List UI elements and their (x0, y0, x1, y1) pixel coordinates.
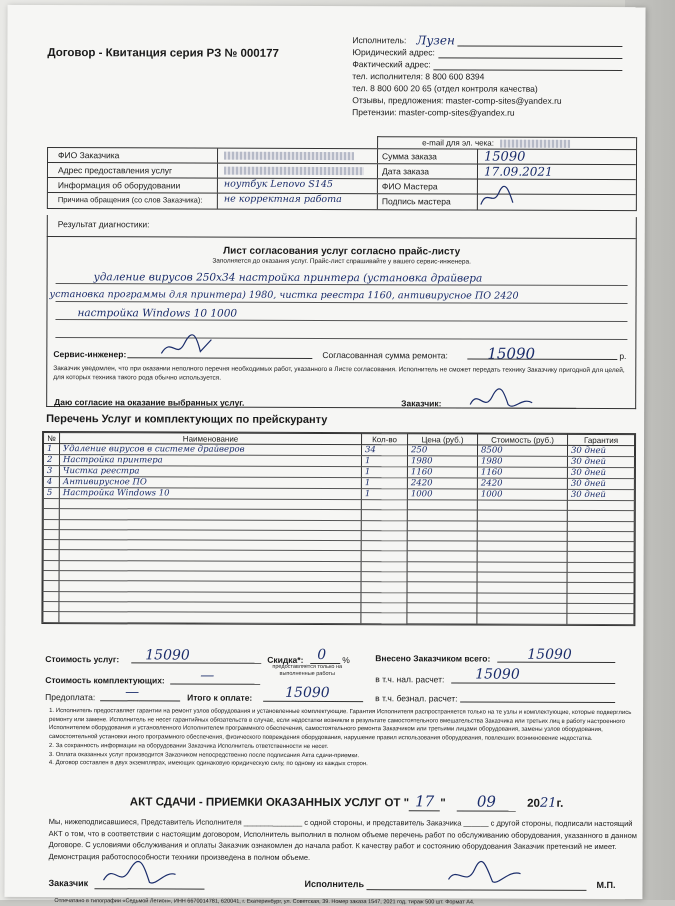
services-cost-value: 15090 (145, 647, 190, 664)
row-qty: 34 (361, 445, 407, 456)
row-name: Чистка реестра (59, 466, 361, 478)
email-row: e-mail для эл. чека: (377, 136, 637, 149)
consent-customer-label: Заказчик: (401, 398, 442, 409)
act-day: 17 (409, 792, 440, 811)
act-customer-label: Заказчик (48, 878, 89, 889)
legal-address-label: Юридический адрес: (352, 47, 435, 58)
customer-block (47, 135, 637, 207)
row-price: 1000 (407, 489, 477, 500)
act-executor-label: Исполнитель (304, 878, 365, 890)
order-sum: 15090 (484, 149, 526, 165)
col-price: Цена (руб.) (408, 434, 478, 445)
contract-sheet (4, 5, 645, 906)
reason-row: Причина обращения (со слов Заказчика): не корректная работа Подпись мастера (48, 193, 636, 210)
row-cost: 1980 (477, 456, 567, 467)
col-warranty: Гарантия (568, 434, 635, 445)
row-cost: 2420 (477, 478, 567, 489)
discount-note: предоставляется только на выполненные работы (272, 663, 343, 678)
deposited-value: 15090 (527, 646, 572, 663)
customer-address-row: Адрес предоставления услуг Дата заказа 17.09.2021 (48, 163, 636, 180)
to-pay-value: 15090 (285, 684, 330, 702)
discount-unit: % (342, 655, 350, 666)
row-price: 2420 (407, 478, 477, 489)
deposited-label: Внесено Заказчиком всего: (375, 653, 491, 664)
col-cost: Стоимость (руб.) (478, 434, 568, 445)
act-title: АКТ СДАЧИ - ПРИЕМКИ ОКАЗАННЫХ УСЛУГ ОТ " 17 " 09 2021г. (129, 792, 564, 811)
cash-label: в т.ч. нал. расчет: (375, 674, 445, 685)
services-table (41, 431, 636, 626)
consent-text: Даю согласие на оказание выбранных услуг. (54, 397, 245, 408)
redacted-email (500, 139, 570, 147)
agreement-line-3: настройка Windows 10 1000 (77, 307, 238, 320)
customer-grid (47, 147, 637, 211)
agreement-subtitle: Заполняется до оказания услуг. Прайс-лист спрашивайте у вашего сервис-инженера. (212, 257, 471, 266)
service-engineer-label: Сервис-инженер: (53, 349, 127, 360)
master-signature (477, 185, 517, 213)
actual-address-label: Фактический адрес: (352, 59, 431, 70)
row-qty: 1 (361, 478, 407, 489)
claims-email: Претензии: master-comp-sites@yandex.ru (352, 107, 515, 118)
term-1: 1. Исполнитель предоставляет гарантии на ремонт узлов оборудования и установленные комплектующие. Гарантия Исполнителя распространяется только на те узлы и комплектующие, которые подверглись ремонту или замене. Исполнитель не несет гарантийных обязательств в случае, если недостатки возникли в результате самостоятельного вмешательства Заказчика или третьих лиц в работу настроенного Исполнителем оборудования и установленного Исполнителем программного обеспечения, самостоятельного ремонта Заказчиком или третьими лицами оборудования, замены узлов оборудования, самостоятельной установки иного программного обеспечения, физического повреждения оборудования, нарушение правил использования оборудования, повлекших возникновение недостатка. (48, 708, 632, 743)
agreed-sum-label: Согласованная сумма ремонта: (322, 349, 448, 361)
currency-label: р. (619, 351, 627, 362)
row-qty: 1 (361, 467, 407, 478)
row-cost: 1160 (477, 467, 567, 478)
consent-signature (466, 386, 536, 414)
row-warranty: 30 дней (567, 489, 634, 500)
redacted-address (224, 167, 364, 175)
order-date: 17.09.2021 (483, 164, 553, 179)
row-number: 4 (43, 477, 59, 488)
row-warranty: 30 дней (567, 456, 634, 467)
executor-phone: тел. исполнителя: 8 800 600 8394 (352, 71, 485, 82)
row-qty: 1 (361, 489, 407, 500)
terms-block (49, 707, 639, 770)
agreement-notice: Заказчик уведомлен, что при оказании неполного перечня необходимых работ, указанного в Листе согласования. Исполнитель не сможет передать технику Заказчику пригодной для целей, для которых техника такого рода обычно используется. (53, 365, 625, 382)
to-pay-label: Итого к оплате: (187, 692, 253, 703)
term-2: 2. За сохранность информации на оборудовании Заказчика Исполнитель ответственности не несет. (48, 742, 329, 750)
agreement-title: Лист согласования услуг согласно прайс-листу (223, 245, 461, 258)
equipment-value: ноутбук Lenovo S145 (218, 179, 378, 194)
row-qty: 1 (361, 456, 407, 467)
term-3: 3. Оплата оказанных услуг производится Заказчиком непосредственно после подписания Акта сдачи-приемки. (48, 751, 360, 759)
feedback-email: Отзывы, предложения: master-comp-sites@yandex.ru (352, 95, 562, 106)
parts-cost-label: Стоимость комплектующих: (45, 675, 165, 686)
col-number: № (44, 433, 60, 444)
parts-cost-value: — (200, 667, 215, 684)
engineer-signature (156, 331, 216, 361)
row-warranty: 30 дней (567, 478, 634, 489)
customer-act-signature (99, 860, 179, 890)
row-cost: 1000 (477, 489, 567, 500)
row-warranty: 30 дней (567, 445, 634, 456)
row-price: 1160 (407, 467, 477, 478)
row-number: 5 (43, 488, 59, 499)
row-name: Удаление вирусов в системе драйверов (59, 444, 361, 456)
act-stamp-label: М.П. (596, 879, 616, 891)
act-month: 09 (457, 792, 516, 811)
term-4: 4. Договор составлен в двух экземплярах, имеющих одинаковую юридическую силу, по одному из каждых сторон. (48, 760, 368, 768)
row-warranty: 30 дней (567, 467, 634, 478)
executor-info (352, 34, 622, 119)
document-title: Договор - Квитанция серия РЗ № 000177 (47, 47, 279, 60)
services-cost-label: Стоимость услуг: (45, 654, 120, 665)
agreement-line-1: удаление вирусов 250х34 настройка принтера (установка драйвера (93, 271, 483, 285)
row-number: 3 (43, 466, 59, 477)
print-info: Отпечатано в типографии «Седьмой Легион», ИНН 6670014781, 620041, г. Екатеринбург, ул. Советская, 39. Номер заказа 1547, 2021 год, тираж 500 шт. Формат А4. (54, 898, 475, 906)
row-price: 1980 (407, 456, 477, 467)
diagnostics-row: Результат диагностики: (47, 215, 637, 239)
row-name: Настройка Windows 10 (59, 488, 361, 500)
customer-name-row: ФИО Заказчика Сумма заказа 15090 (48, 148, 636, 165)
agreement-section (46, 237, 637, 409)
discount-label: Скидка*: (267, 654, 304, 665)
cashless-label: в т.ч. безнал. расчет: (375, 693, 458, 704)
row-number: 1 (43, 444, 59, 455)
col-qty: Кол-во (362, 434, 408, 445)
equipment-row: Информация об оборудовании ноутбук Lenovo S145 ФИО Мастера (48, 178, 636, 195)
row-number: 2 (43, 455, 59, 466)
empty-table-row (43, 612, 634, 624)
row-name: Антивирусное ПО (59, 477, 361, 489)
services-list-title: Перечень Услуг и комплектующих по прейскуранту (46, 413, 328, 427)
col-name: Наименование (60, 433, 362, 445)
row-price: 250 (407, 445, 477, 456)
quality-phone: тел. 8 800 600 20 65 (отдел контроля качества) (352, 83, 538, 94)
executor-act-signature (444, 861, 524, 891)
executor-signature: Лузен (416, 33, 455, 48)
agreement-line-2: установка программы для принтера) 1980, чистка реестра 1160, антивирусное ПО 2420 (49, 289, 519, 302)
reason-value: не корректная работа (218, 194, 378, 210)
agreed-sum-value: 15090 (487, 344, 536, 363)
act-year: 21 (539, 795, 557, 811)
row-cost: 8500 (477, 445, 567, 456)
prepay-value: — (125, 684, 140, 701)
act-text: Мы, нижеподписавшиеся, Представитель Исполнителя ______________ с одной стороны, и представитель Заказчика ______ с другой стороны, подписали настоящий АКТ о том, что в соответствии с настоящим договором, Исполнитель выполнил в полном объеме перечень работ по обслуживанию оборудования, указанного в данном Договоре. С условиями обслуживания и оплаты Заказчик ознакомлен до начала работ. К качеству работ и состоянию оборудования Заказчик претензий не имеет. Демонстрация работоспособности техники произведена в полном объеме. (48, 817, 637, 862)
redacted-name (224, 152, 354, 160)
cash-value: 15090 (475, 666, 520, 683)
row-name: Настройка принтера (59, 455, 361, 467)
executor-label: Исполнитель: (352, 35, 407, 46)
discount-value: 0 (317, 646, 327, 664)
prepay-label: Предоплата: (45, 692, 96, 703)
